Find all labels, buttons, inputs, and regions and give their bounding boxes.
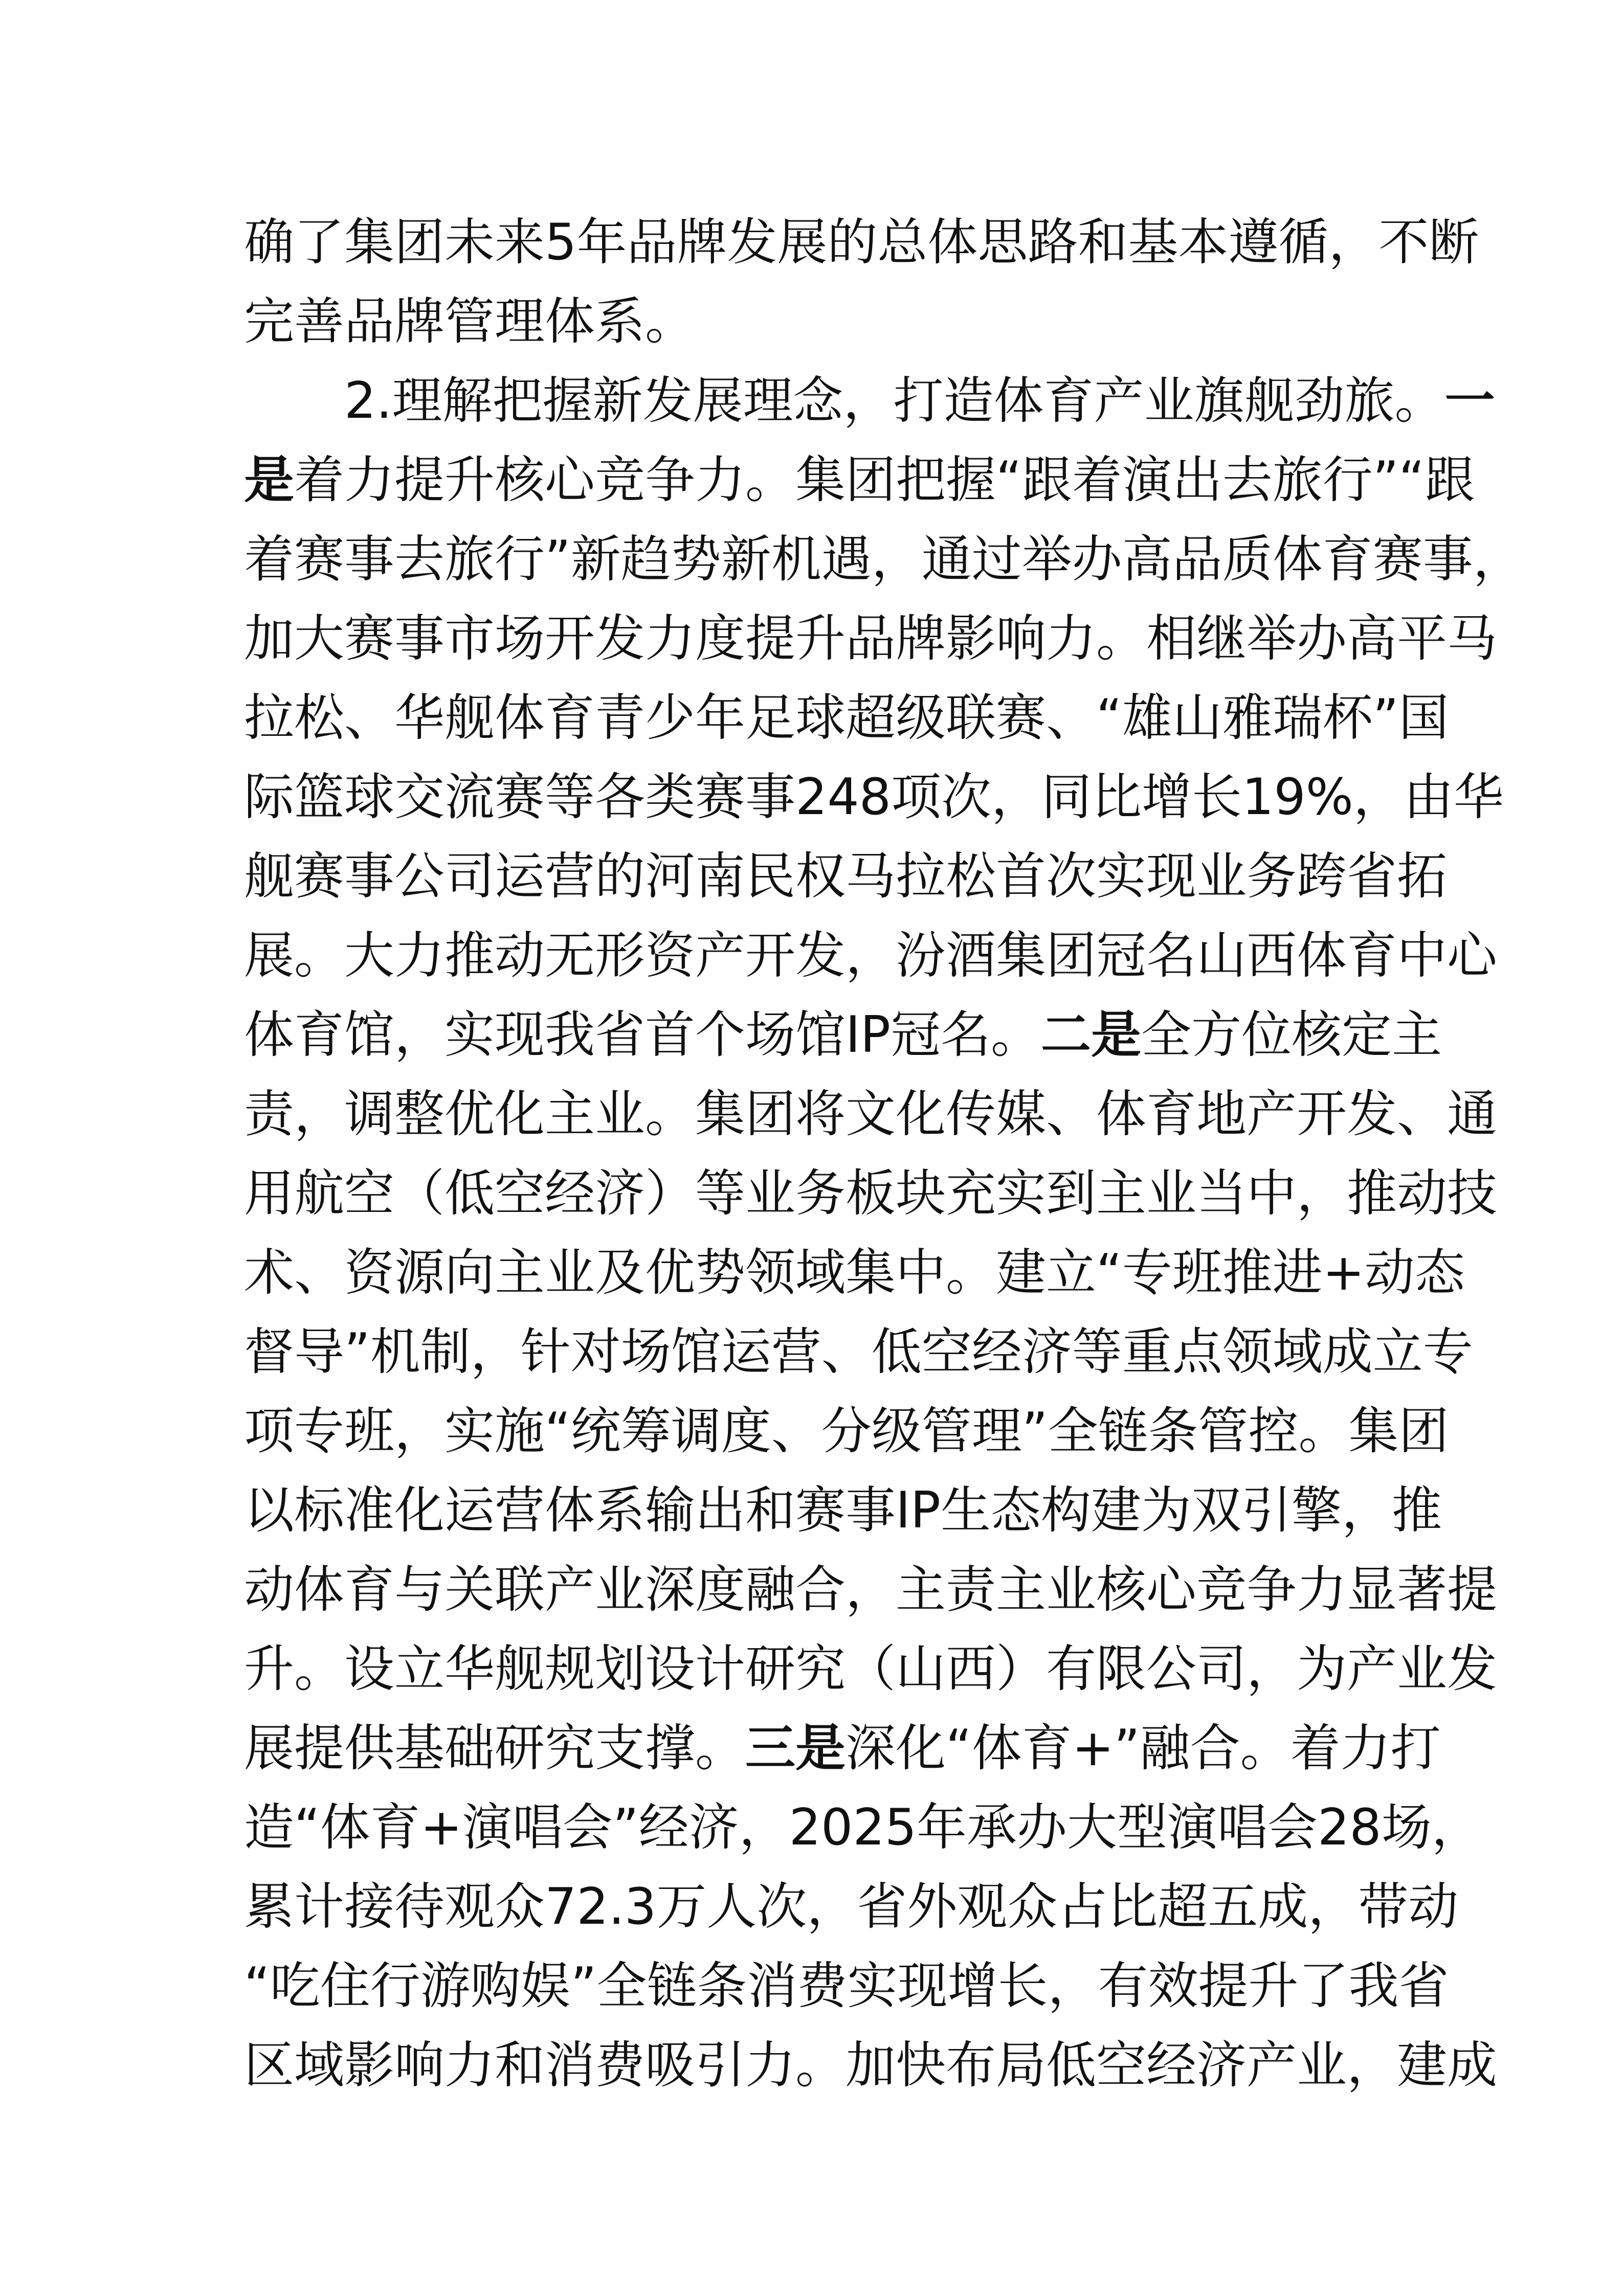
text-line: 是 着力提升核心竞争力。集团把握“跟着演出去旅行”“跟 (244, 441, 1380, 520)
bold-marker: 二是 (1041, 1006, 1142, 1064)
text-line: 展提供基础研究支撑。 三是深化“体育+”融合。着力打 (244, 1719, 1441, 1777)
text-line: 体育馆，实现我省首个场馆IP冠名。 二是全方位核定主 (244, 1006, 1442, 1064)
text-line: 展。大力推动无形资产开发，汾酒集团冠名山西体育中心 (244, 927, 1498, 985)
section-heading-line (244, 362, 1495, 441)
text-line: 以标准化运营体系输出和赛事IP生态构建为双引擎，推 (244, 1481, 1442, 1540)
text-line: 际篮球交流赛等各类赛事248项次，同比增长19%，由华 (244, 768, 1504, 826)
text-line: 升。设立华舰规划设计研究（山西）有限公司，为产业发 (244, 1640, 1498, 1698)
text-line: 着赛事去旅行”新趋势新机遇，通过举办高品质体育赛事， (244, 530, 1523, 589)
text-line: 完善品牌管理体系。 (244, 292, 696, 351)
bold-marker: 一 (1444, 372, 1495, 430)
text-line: 拉松、华舰体育青少年足球超级联赛、“雄山雅瑞杯”国 (244, 689, 1449, 747)
text-line: 确了集团未来5年品牌发展的总体思路和基本遵循，不断 (244, 213, 1479, 272)
text-line: 责，调整优化主业。集团将文化传媒、体育地产开发、通 (244, 1085, 1498, 1143)
text-line: 用航空（低空经济）等业务板块充实到主业当中，推动技 (244, 1164, 1498, 1223)
text-line: 造“体育+演唱会”经济，2025年承办大型演唱会28场， (244, 1798, 1482, 1857)
text-line: “吃住行游购娱”全链条消费实现增长，有效提升了我省 (244, 1957, 1449, 2015)
text-line: 舰赛事公司运营的河南民权马拉松首次实现业务跨省拓 (244, 847, 1448, 906)
text-line: 区域影响力和消费吸引力。加快布局低空经济产业，建成 (244, 2036, 1498, 2095)
text-line: 术、资源向主业及优势领域集中。建立“专班推进+动态 (244, 1244, 1465, 1302)
text-line: 动体育与关联产业深度融合，主责主业核心竞争力显著提 (244, 1561, 1498, 1619)
bold-marker: 是 (244, 451, 295, 509)
bold-marker: 三是 (745, 1719, 846, 1777)
text-line: 累计接待观众72.3万人次，省外观众占比超五成，带动 (244, 1878, 1459, 1936)
body-text (244, 203, 1523, 2105)
section-heading: 2.理解把握新发展理念，打造体育产业旗舰劲旅。 (344, 372, 1445, 430)
text-line: 项专班，实施“统筹调度、分级管理”全链条管控。集团 (244, 1402, 1449, 1460)
text-line: 督导”机制，针对场馆运营、低空经济等重点领域成立专 (244, 1323, 1473, 1381)
text-line: 加大赛事市场开发力度提升品牌影响力。相继举办高平马 (244, 610, 1498, 668)
